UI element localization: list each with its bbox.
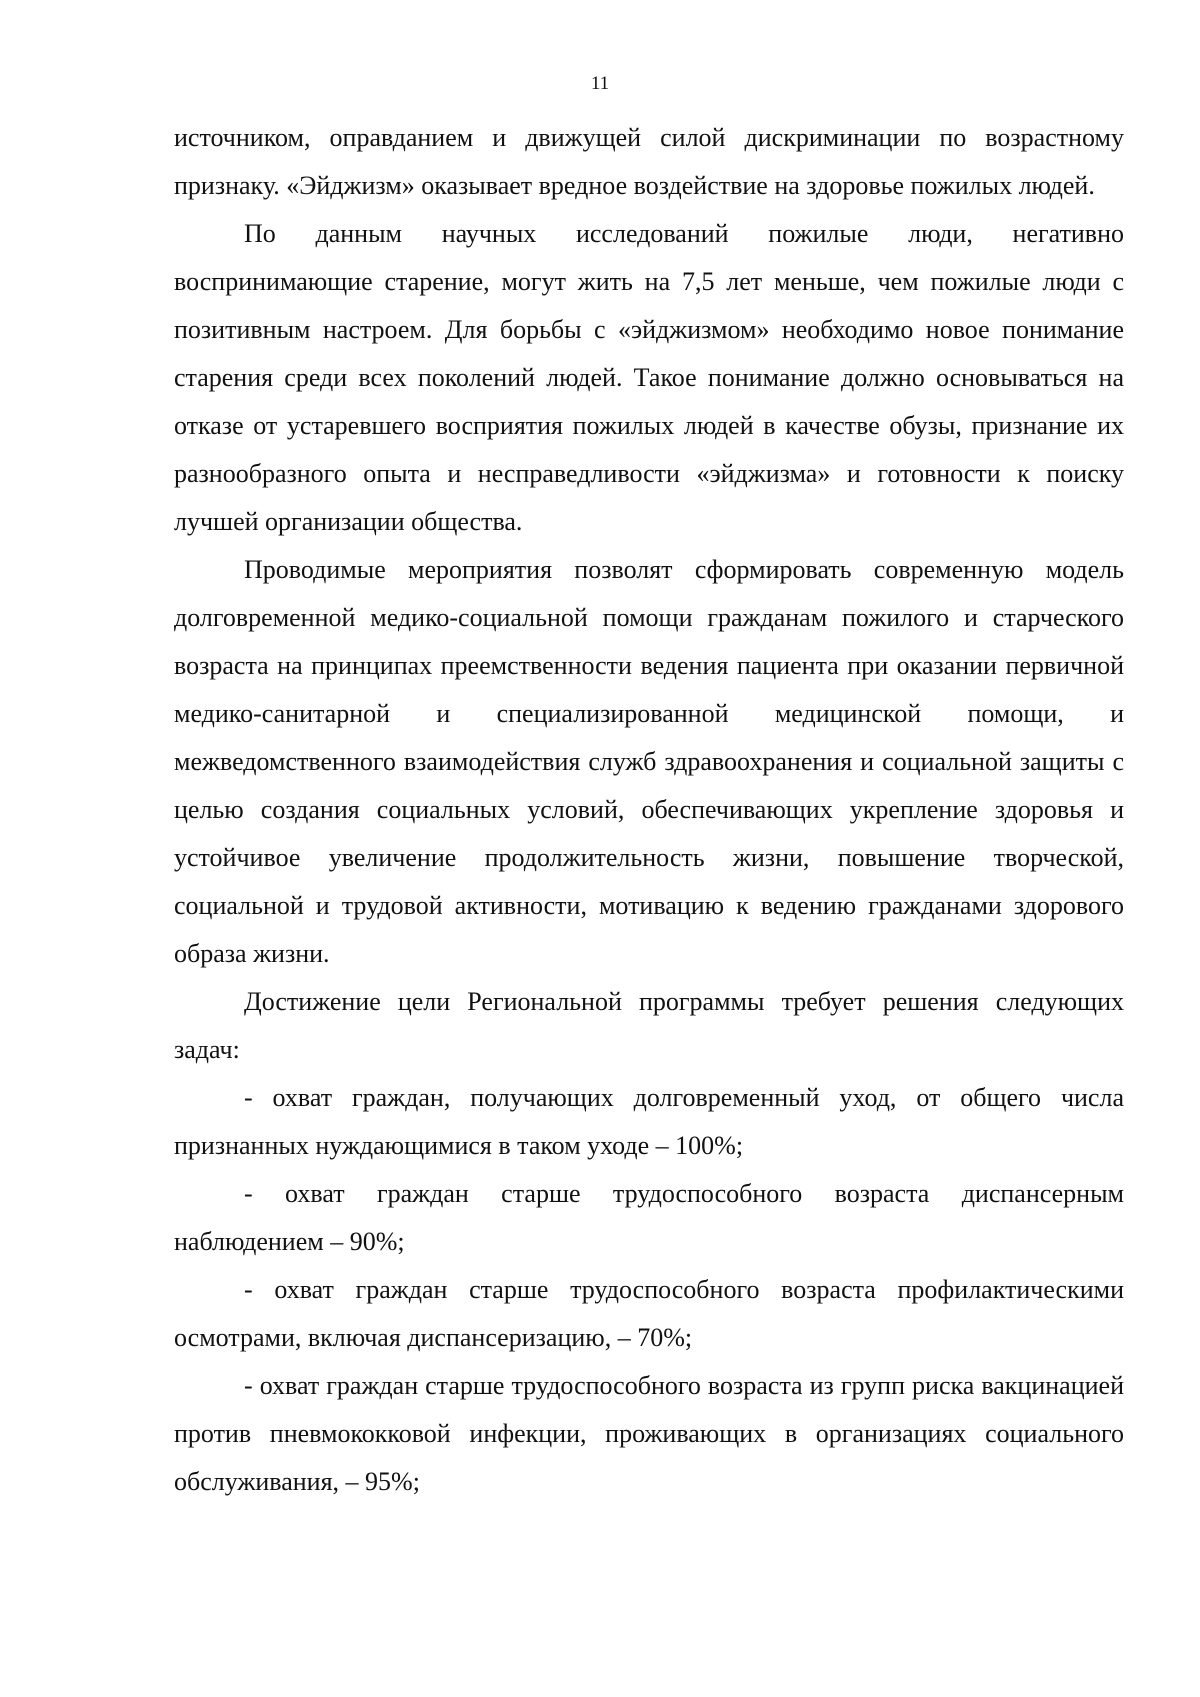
task-item-vaccination: - охват граждан старше трудоспособного возраста из групп риска вакцинацией против пневмококковой инфекции, проживающих в организациях социального обслуживания, – 95%; <box>174 1371 1124 1496</box>
task-item-checkups: - охват граждан старше трудоспособного возраста профилактическими осмотрами, включая диспансеризацию, – 70%; <box>174 1275 1124 1352</box>
body-text <box>174 114 1124 1506</box>
paragraph-research: По данным научных исследований пожилые люди, негативно воспринимающие старение, могут жить на 7,5 лет меньше, чем пожилые люди с позитивным настроем. Для борьбы с «эйджизмом» необходимо новое понимание старения среди всех поколений людей. Такое понимание должно основываться на отказе от устаревшего восприятия пожилых людей в качестве обузы, признание их разнообразного опыта и несправедливости «эйджизма» и готовности к поиску лучшей организации общества. <box>174 219 1124 536</box>
paragraph-measures: Проводимые мероприятия позволят сформировать современную модель долговременной медико-социальной помощи гражданам пожилого и старческого возраста на принципах преемственности ведения пациента при оказании первичной медико-санитарной и специализированной медицинской помощи, и межведомственного взаимодействия служб здравоохранения и социальной защиты с целью создания социальных условий, обеспечивающих укрепление здоровья и устойчивое увеличение продолжительность жизни, повышение творческой, социальной и трудовой активности, мотивацию к ведению гражданами здорового образа жизни. <box>174 555 1124 968</box>
paragraph-goal: Достижение цели Региональной программы требует решения следующих задач: <box>174 987 1124 1064</box>
task-item-long-term-care: - охват граждан, получающих долговременный уход, от общего числа признанных нуждающимися в таком уходе – 100%; <box>174 1083 1124 1160</box>
paragraph-continuation: источником, оправданием и движущей силой дискриминации по возрастному признаку. «Эйджизм» оказывает вредное воздействие на здоровье пожилых людей. <box>174 123 1124 200</box>
page-number: 11 <box>590 73 610 94</box>
task-item-dispensary: - охват граждан старше трудоспособного возраста диспансерным наблюдением – 90%; <box>174 1179 1124 1256</box>
